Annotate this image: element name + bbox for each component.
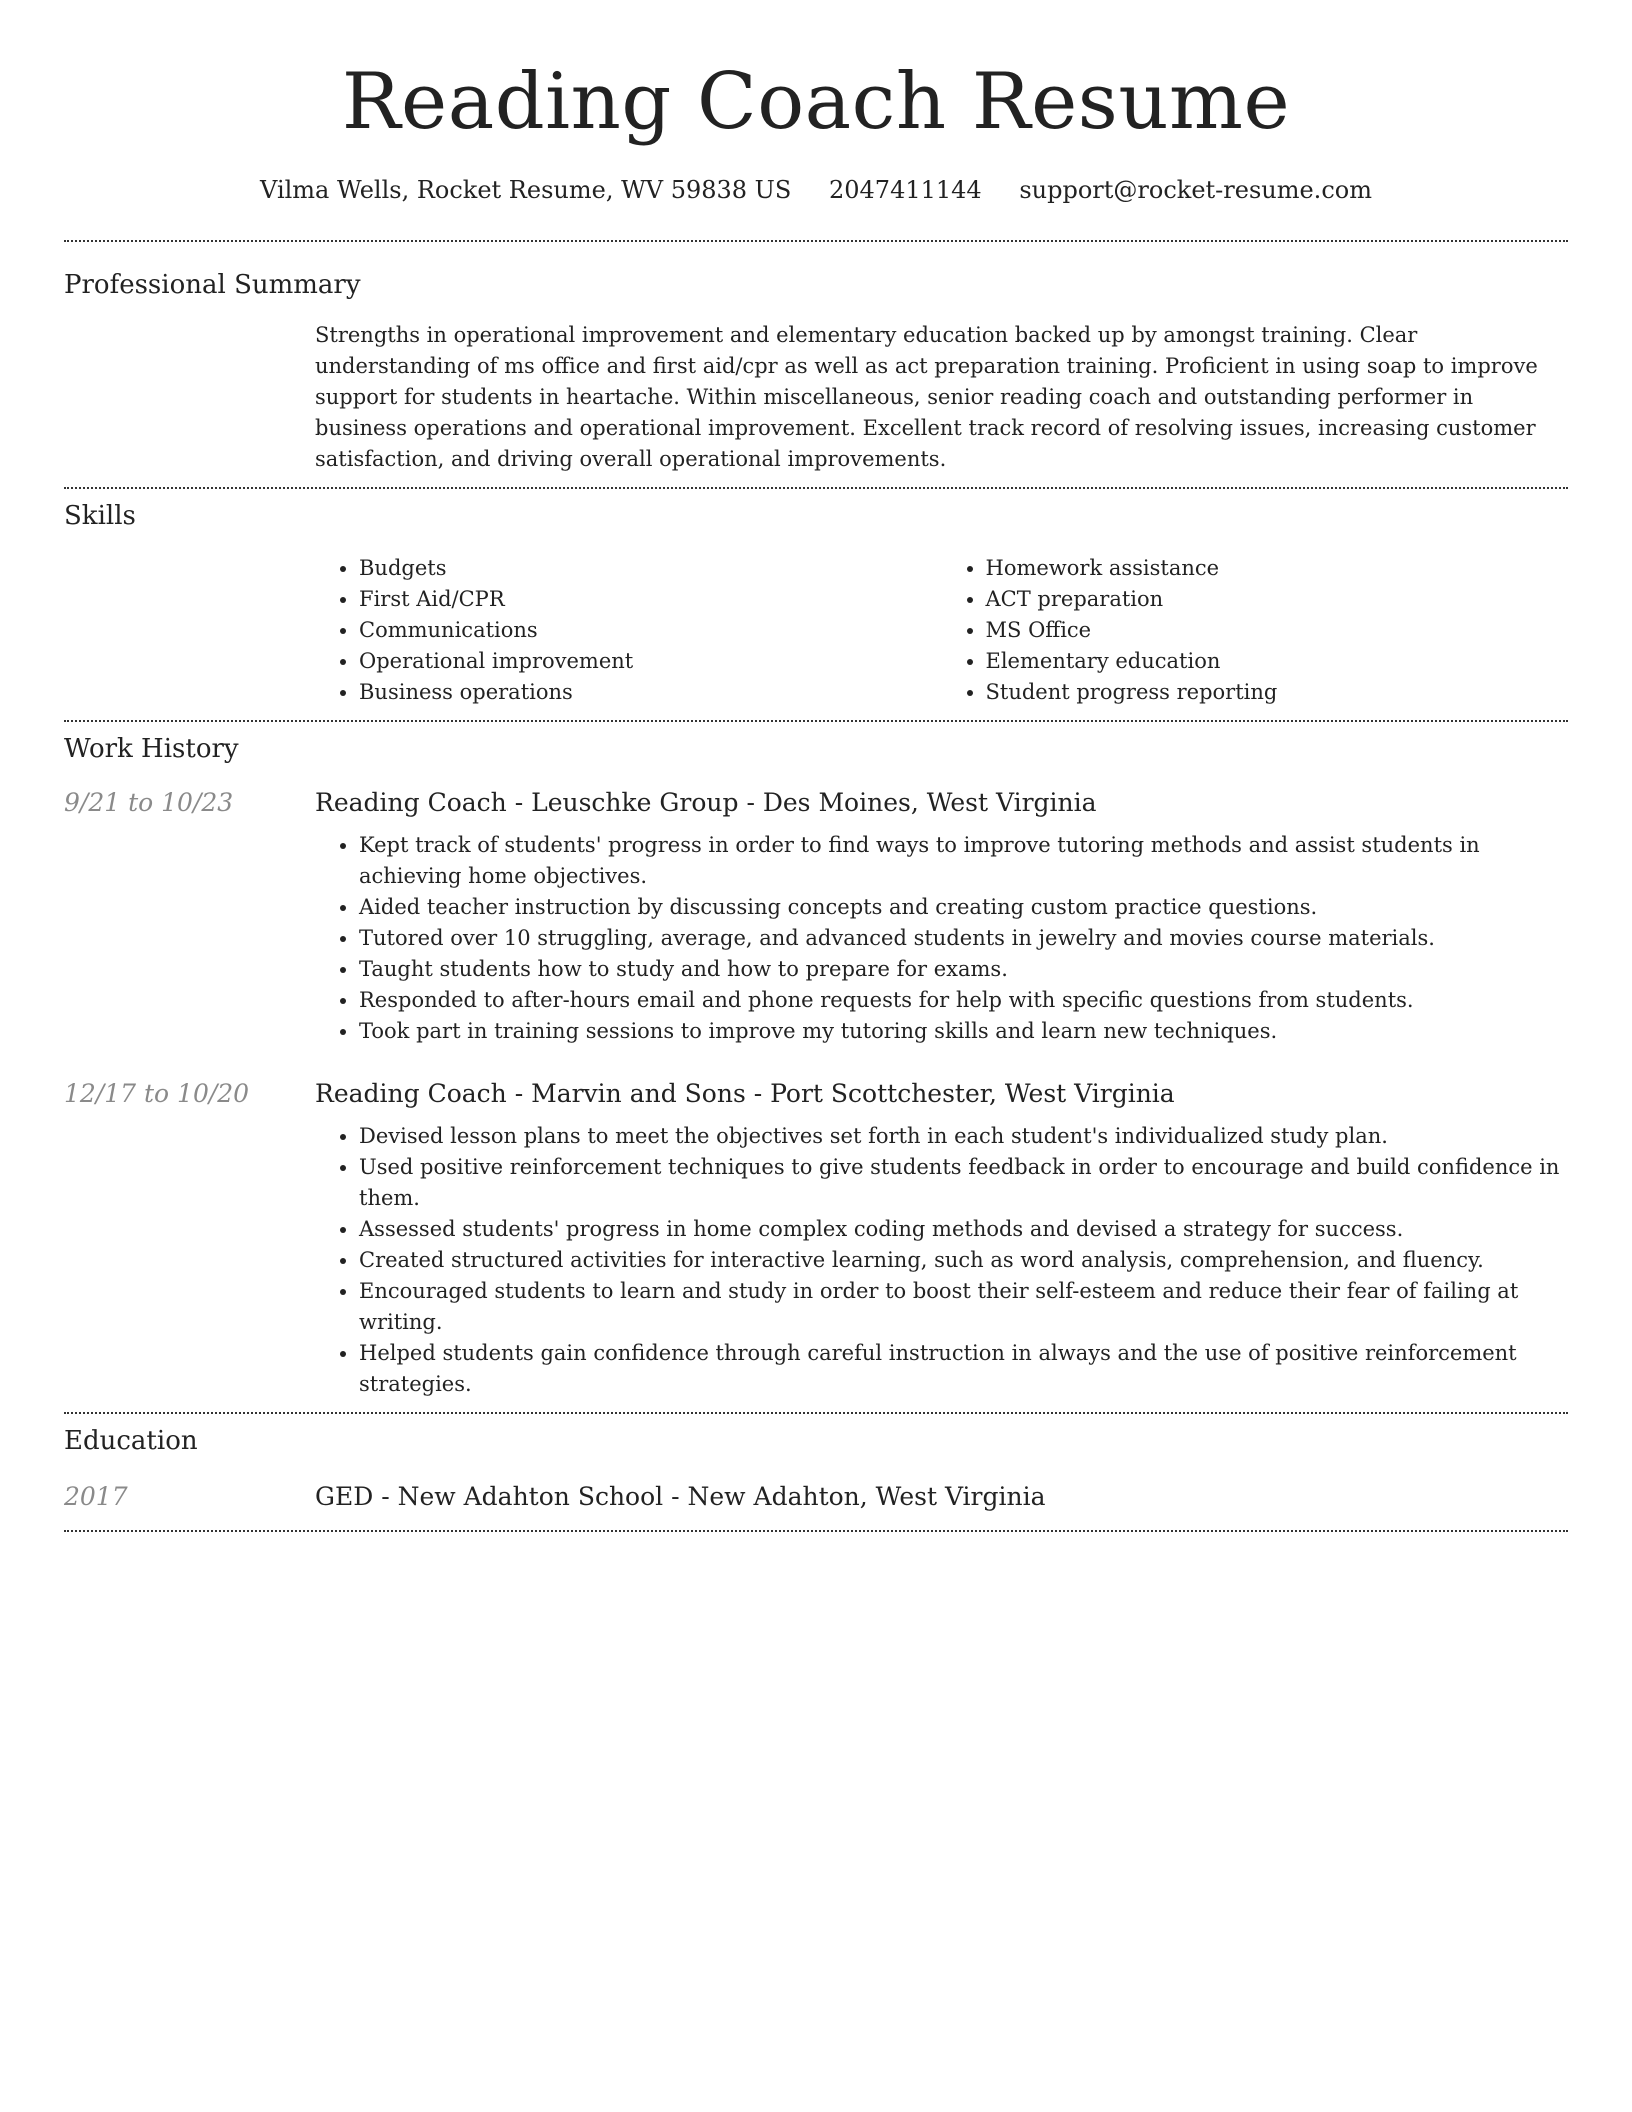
- job-header: [64, 1077, 1568, 1111]
- skill-item: • First Aid/CPR: [359, 584, 942, 615]
- section-divider: [64, 1530, 1568, 1532]
- job-title: Reading Coach - Leuschke Group - Des Moines, West Virginia: [315, 788, 1097, 817]
- contact-email: support@rocket-resume.com: [1019, 176, 1372, 204]
- resume-header: [64, 0, 1568, 206]
- skills-column-2: [942, 553, 1569, 708]
- job-bullet: • Created structured activities for interactive learning, such as word analysis, comprehension, and fluency.: [359, 1245, 1568, 1276]
- skill-item: • Operational improvement: [359, 646, 942, 677]
- skill-item: • Elementary education: [986, 646, 1569, 677]
- summary-text: Strengths in operational improvement and elementary education backed up by amongst training. Clear understanding of ms office and first aid/cpr as well as act preparation training. Proficient in using soap to improve support for students in heartache. Within miscellaneous, senior reading coach and outstanding performer in business operations and operational improvement. Excellent track record of resolving issues, increasing customer satisfaction, and driving overall operational improvements.: [315, 323, 1538, 471]
- skill-item: • MS Office: [986, 615, 1569, 646]
- skill-item: • Homework assistance: [986, 553, 1569, 584]
- summary-row: [64, 320, 1568, 475]
- education-section: [64, 1414, 1568, 1530]
- page-title: Reading Coach Resume: [341, 57, 1291, 147]
- contact-line: [64, 174, 1568, 206]
- job-bullet: • Tutored over 10 struggling, average, and advanced students in jewelry and movies course materials.: [359, 923, 1568, 954]
- skills-list: [315, 553, 1568, 708]
- job-title: Reading Coach - Marvin and Sons - Port Scottchester, West Virginia: [315, 1079, 1175, 1108]
- summary-section: [64, 242, 1568, 487]
- education-entry: [64, 1480, 1568, 1514]
- job-bullet: • Devised lesson plans to meet the objectives set forth in each student's individualized study plan.: [359, 1121, 1568, 1152]
- job-bullet: • Encouraged students to learn and study in order to boost their self-esteem and reduce their fear of failing at writing.: [359, 1276, 1568, 1338]
- education-heading: Education: [64, 1426, 198, 1456]
- job-bullet: • Took part in training sessions to improve my tutoring skills and learn new techniques.: [359, 1016, 1568, 1047]
- job-bullet: • Kept track of students' progress in order to find ways to improve tutoring methods and assist students in achieving home objectives.: [359, 830, 1568, 892]
- job-bullets: [315, 830, 1568, 1047]
- job-bullets: [315, 1121, 1568, 1400]
- education-title: GED - New Adahton School - New Adahton, West Virginia: [315, 1482, 1046, 1511]
- job-bullet: • Responded to after-hours email and phone requests for help with specific questions from students.: [359, 985, 1568, 1016]
- job-bullet: • Aided teacher instruction by discussing concepts and creating custom practice questions.: [359, 892, 1568, 923]
- job-entry: [64, 786, 1568, 1047]
- skill-item: • Communications: [359, 615, 942, 646]
- summary-heading: Professional Summary: [64, 270, 361, 300]
- job-bullet: • Used positive reinforcement techniques to give students feedback in order to encourage and build confidence in them.: [359, 1152, 1568, 1214]
- skill-item: • ACT preparation: [986, 584, 1569, 615]
- skill-item: • Student progress reporting: [986, 677, 1569, 708]
- education-year: 2017: [64, 1482, 128, 1511]
- skills-heading: Skills: [64, 501, 136, 531]
- job-entry: [64, 1077, 1568, 1400]
- job-bullet: • Taught students how to study and how to prepare for exams.: [359, 954, 1568, 985]
- skill-item: • Budgets: [359, 553, 942, 584]
- job-bullets-row: [64, 1121, 1568, 1400]
- job-bullets-row: [64, 830, 1568, 1047]
- work-section: [64, 722, 1568, 1412]
- job-header: [64, 786, 1568, 820]
- work-heading: Work History: [64, 734, 239, 764]
- skills-column-1: [315, 553, 942, 708]
- job-dates: 9/21 to 10/23: [64, 788, 234, 817]
- contact-phone: 2047411144: [829, 176, 982, 204]
- job-dates: 12/17 to 10/20: [64, 1079, 250, 1108]
- job-bullet: • Helped students gain confidence through careful instruction in always and the use of positive reinforcement strategies.: [359, 1338, 1568, 1400]
- contact-address: Vilma Wells, Rocket Resume, WV 59838 US: [260, 176, 792, 204]
- job-bullet: • Assessed students' progress in home complex coding methods and devised a strategy for success.: [359, 1214, 1568, 1245]
- skill-item: • Business operations: [359, 677, 942, 708]
- skills-section: [64, 489, 1568, 720]
